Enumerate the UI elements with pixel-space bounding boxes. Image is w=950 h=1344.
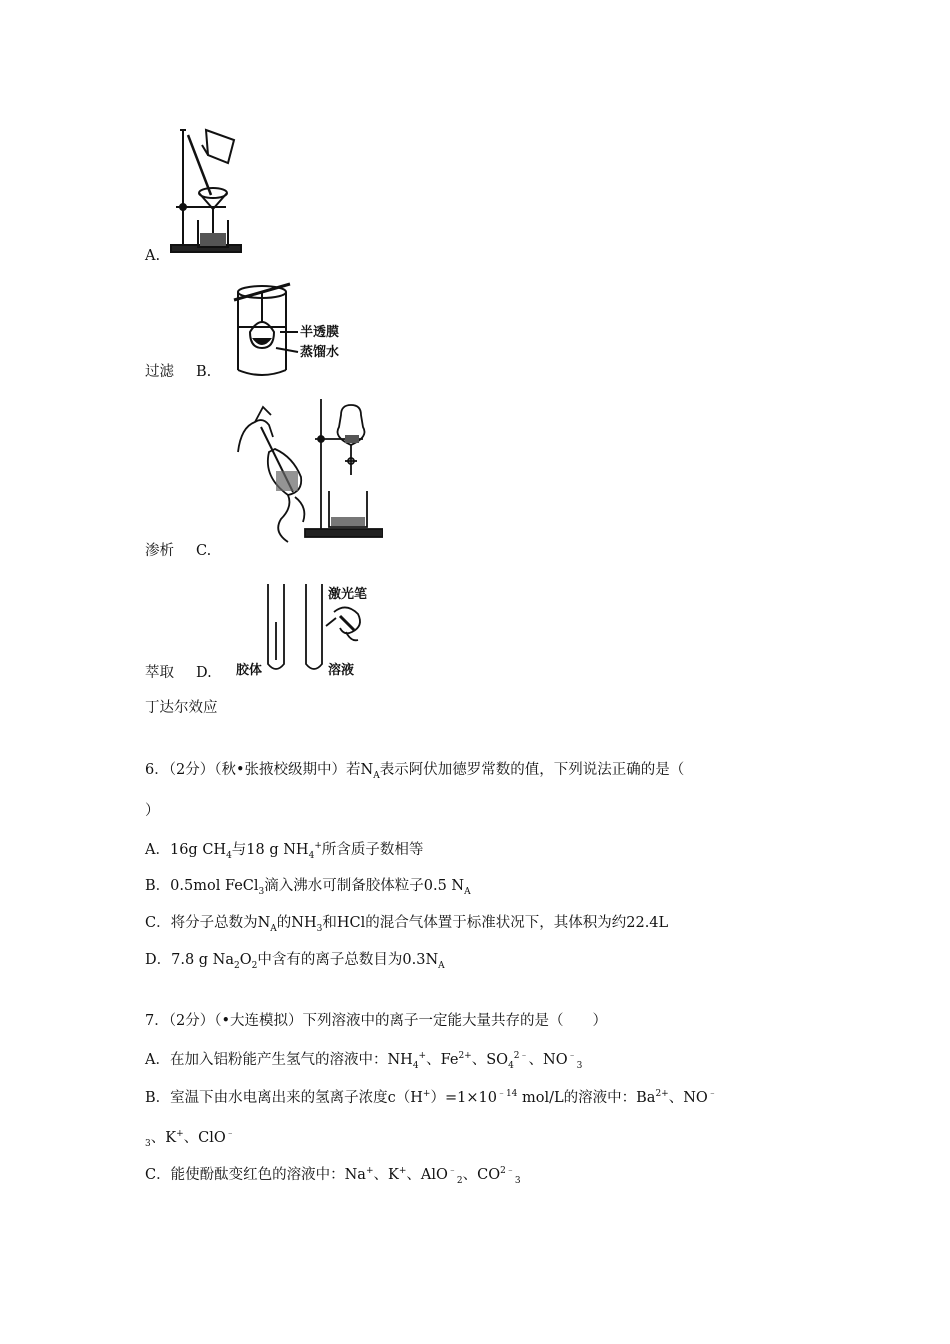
- figure-c-prev-label: [145, 541, 211, 561]
- dialysis-apparatus-image: [230, 282, 360, 382]
- figure-a-filtration: [168, 125, 258, 260]
- figure-a-letter: A.: [145, 248, 161, 264]
- figure-b-dialysis: [230, 282, 360, 382]
- q7-stem: 7．（2分）（•大连模拟）下列溶液中的离子一定能大量共存的是（ ）: [145, 1013, 608, 1029]
- label-semipermeable-membrane: 半透膜: [300, 325, 340, 340]
- caption-dialysis: 渗析: [145, 543, 174, 559]
- figure-b-letter: B.: [196, 364, 212, 380]
- label-solution: 溶液: [328, 663, 355, 678]
- q6-option-a: A．16g $CH_4$与18 g $NH_4^+$所含质子数相等: [145, 841, 424, 861]
- q7-option-a: A．在加入铝粉能产生氢气的溶液中：$NH_4^+$、$Fe^{2+}$、$SO_4^{2﹣}$、$NO^﹣_3$: [145, 1051, 583, 1071]
- q6-stem: 6．（2分）（秋•张掖校级期中）若$N_A$表示阿伏加德罗常数的值，下列说法正确的是（: [145, 762, 685, 781]
- q7-option-b-cont: $_3$、K+、ClO﹣: [145, 1129, 235, 1149]
- q7-option-c: C．能使酚酞变红色的溶液中：Na+、K+、AlO﹣$_2$、$CO^{2﹣}_3$: [145, 1166, 521, 1186]
- caption-filtration: 过滤: [145, 364, 174, 380]
- caption-tyndall-effect: 丁达尔效应: [145, 700, 218, 716]
- q6-stem-close: ）: [145, 803, 160, 819]
- figure-b-prev-label: [145, 362, 211, 382]
- figure-d-prev-label: [145, 663, 212, 683]
- filtration-apparatus-image: [168, 125, 258, 260]
- figure-d-letter: D.: [196, 665, 212, 681]
- figure-c-letter: C.: [196, 543, 212, 559]
- q6-option-c: C．将分子总数为$N_A$的$NH_3$和HCl的混合气体置于标准状况下，其体积为约22.4L: [145, 915, 669, 934]
- label-colloid: 胶体: [236, 663, 263, 678]
- label-laser-pointer: 激光笔: [328, 587, 368, 602]
- caption-extraction: 萃取: [145, 665, 174, 681]
- q6-option-d: D．7.8 g $Na_2O_2$中含有的离子总数目为$0.3N_A$: [145, 952, 445, 971]
- figure-d-tyndall: [236, 582, 376, 682]
- figure-c-extraction: [233, 397, 383, 547]
- q6-option-b: B．0.5mol FeCl$_3$滴入沸水可制备胶体粒子0.5 $N_A$: [145, 878, 471, 897]
- label-distilled-water: 蒸馏水: [300, 345, 340, 360]
- q7-option-b: B．室温下由水电离出来的氢离子浓度$c(H^+)=1\times 10^{﹣14}$ mol/L的溶液中：$Ba^{2+}$、NO﹣: [145, 1089, 717, 1106]
- tyndall-effect-image: [236, 582, 376, 682]
- extraction-apparatus-image: [233, 397, 383, 547]
